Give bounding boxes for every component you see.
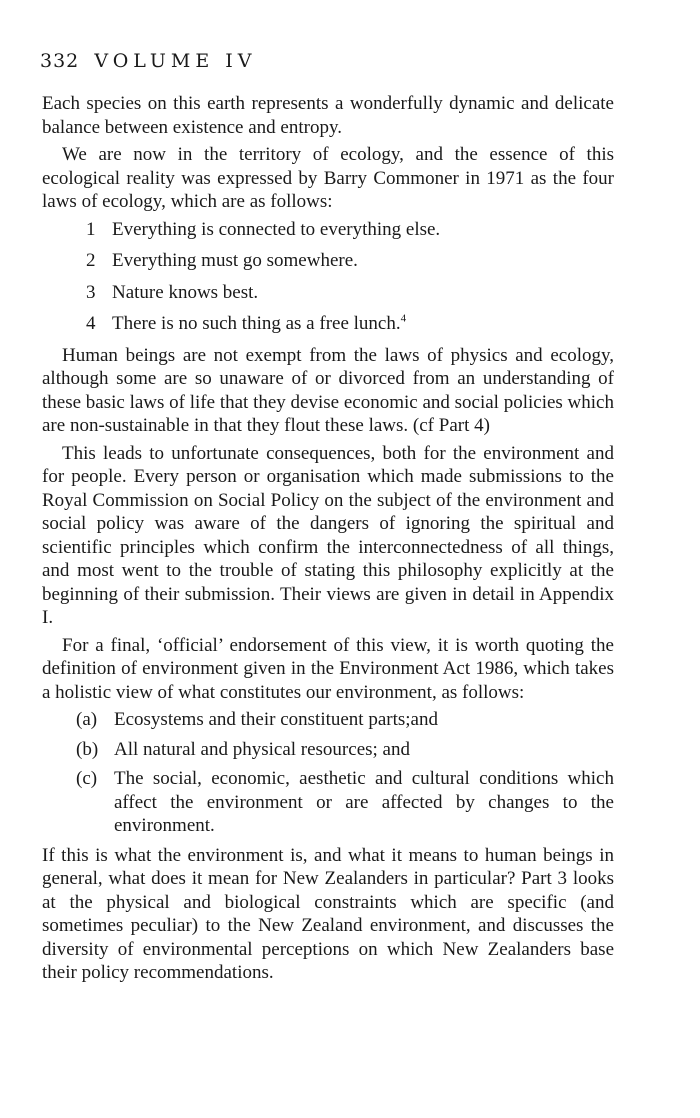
running-head [40,50,256,72]
list-text: All natural and physical resources; and [114,738,410,760]
list-label: (a) [76,709,98,730]
list-item [86,218,614,242]
list-item [76,738,614,762]
list-item [86,312,614,336]
environment-definition-list [76,708,614,838]
list-number: 1 [86,218,96,240]
laws-of-ecology-list [86,218,614,336]
paragraph-entropy: Each species on this earth represents a wonderfully dynamic and delicate balance between existence and entropy. [42,93,614,138]
list-text: Everything must go somewhere. [112,250,358,271]
list-label: (c) [76,768,98,789]
list-number: 4 [86,313,96,334]
list-label: (b) [76,738,99,760]
list-text [112,312,406,336]
body-text [42,92,614,989]
list-item [76,708,614,732]
list-number: 3 [86,281,96,303]
list-text: Everything is connected to everything else. [112,218,441,240]
list-text: Nature knows best. [112,281,259,303]
list-item [86,281,614,305]
list-number: 2 [86,250,96,271]
paragraph-consequences: This leads to unfortunate consequences, both for the environment and for people. Every person or organisation which made submissions to the Royal Commission on Social Policy on the subject of the environment and social policy was aware of the dangers of ignoring the spiritual and scientific principles which confirm the interconnectedness of all things, and most went to the trouble of stating this philosophy explicitly at the beginning of their submission. Their views are given in detail in Appendix I. [42,442,614,628]
paragraph-ecology-intro: We are now in the territory of ecology, and the essence of this ecological reality was expressed by Barry Commoner in 1971 as the four laws of ecology, which are as follows: [42,144,614,212]
list-text: The social, economic, aesthetic and cultural conditions which affect the environment or are affected by changes to the environment. [114,768,614,836]
list-text-main: There is no such thing as a free lunch. [112,313,401,334]
volume-title: VOLUME IV [94,50,257,72]
page-number: 332 [40,50,80,72]
list-item [86,249,614,273]
paragraph-human-beings: Human beings are not exempt from the laws of physics and ecology, although some are so unaware of or divorced from an understanding of these basic laws of life that they devise economic and social policies which are non-sustainable in that they flout these laws. (cf Part 4) [42,344,614,436]
list-item [76,767,614,838]
paragraph-environment-act: For a final, ‘official’ endorsement of this view, it is worth quoting the definition of environment given in the Environment Act 1986, which takes a holistic view of what constitutes our environment, as follows: [42,634,614,703]
list-text: Ecosystems and their constituent parts;and [114,709,438,730]
footnote-reference: 4 [400,312,407,325]
paragraph-new-zealanders: If this is what the environment is, and what it means to human beings in general, what does it mean for New Zealanders in particular? Part 3 looks at the physical and biological constraints which are specific (and sometimes peculiar) to the New Zealand environment, and discusses the diversity of environmental perceptions on which New Zealanders base their policy recommendations. [42,844,614,983]
